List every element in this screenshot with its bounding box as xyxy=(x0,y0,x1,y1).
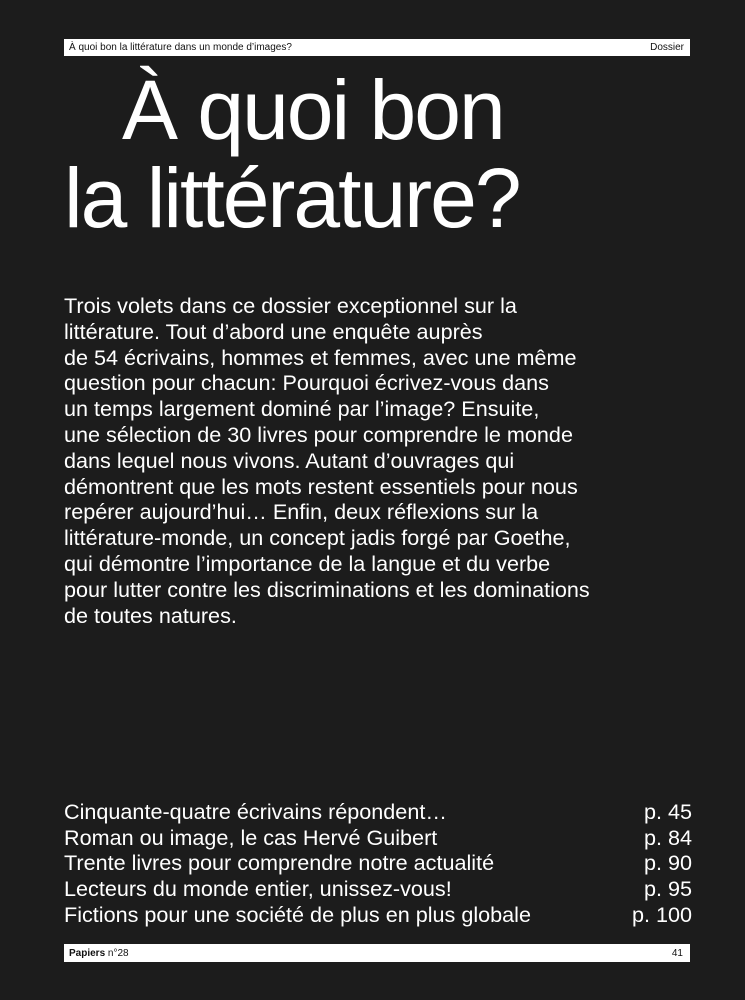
running-title: À quoi bon la littérature dans un monde d’images? xyxy=(69,42,292,53)
toc-entry-title: Fictions pour une société de plus en plus globale xyxy=(64,901,531,927)
toc-entry-page: p. 100 xyxy=(631,901,692,927)
publication-info xyxy=(69,948,129,959)
title-line-1: À quoi bon xyxy=(122,63,504,157)
intro-line: littérature-monde, un concept jadis forgé par Goethe, xyxy=(64,525,571,551)
intro-line: qui démontre l’importance de la langue et du verbe xyxy=(64,550,551,576)
table-of-contents xyxy=(64,799,692,928)
toc-entry-title: Cinquante-quatre écrivains répondent… xyxy=(64,799,447,824)
running-header xyxy=(64,39,690,56)
intro-line: dans lequel nous vivons. Autant d’ouvrages qui xyxy=(64,447,515,473)
toc-entry[interactable] xyxy=(64,850,692,876)
intro-line: littérature. Tout d’abord une enquête auprès xyxy=(64,318,483,344)
toc-entry[interactable] xyxy=(64,799,692,825)
intro-line: un temps largement dominé par l’image? Ensuite, xyxy=(64,396,540,422)
toc-entry-title: Roman ou image, le cas Hervé Guibert xyxy=(64,824,438,850)
toc-entry-page: p. 95 xyxy=(643,876,692,902)
page-title xyxy=(64,63,704,245)
toc-entry-page: p. 45 xyxy=(643,799,692,824)
intro-line: une sélection de 30 livres pour comprendre le monde xyxy=(64,421,573,447)
intro-paragraph xyxy=(64,293,694,628)
issue-number: n°28 xyxy=(107,947,129,959)
publication-name: Papiers xyxy=(69,947,106,959)
toc-entry-title: Lecteurs du monde entier, unissez-vous! xyxy=(64,876,452,902)
intro-line: pour lutter contre les discriminations et les dominations xyxy=(64,576,590,602)
toc-entry-page: p. 84 xyxy=(643,824,692,850)
toc-entry[interactable] xyxy=(64,902,692,928)
page-footer xyxy=(64,944,690,962)
intro-line: Trois volets dans ce dossier exceptionnel sur la xyxy=(64,293,517,318)
intro-line: démontrent que les mots restent essentiels pour nous xyxy=(64,473,578,499)
toc-entry[interactable] xyxy=(64,876,692,902)
intro-line: question pour chacun: Pourquoi écrivez-vous dans xyxy=(64,370,549,396)
intro-line: repérer aujourd’hui… Enfin, deux réflexions sur la xyxy=(64,499,539,525)
section-label: Dossier xyxy=(650,42,684,53)
toc-entry-title: Trente livres pour comprendre notre actualité xyxy=(64,850,495,876)
toc-entry-page: p. 90 xyxy=(643,850,692,876)
intro-line: de 54 écrivains, hommes et femmes, avec une même xyxy=(64,344,577,370)
page-number: 41 xyxy=(671,947,683,959)
title-line-2: la littérature? xyxy=(64,151,520,245)
intro-line: de toutes natures. xyxy=(64,602,237,628)
toc-entry[interactable] xyxy=(64,825,692,851)
